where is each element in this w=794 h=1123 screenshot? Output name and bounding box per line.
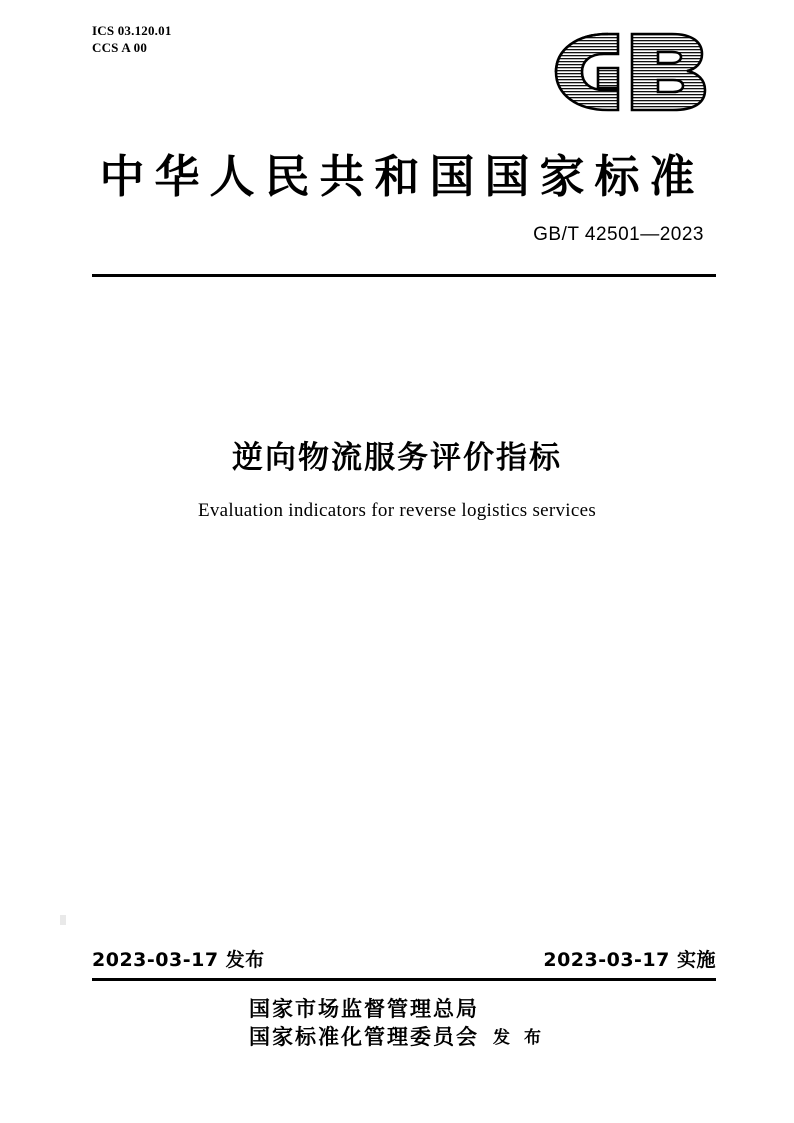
issue-date: 2023-03-17 发布 xyxy=(92,949,265,971)
ccs-code: CCS A 00 xyxy=(92,40,148,55)
publisher-names xyxy=(249,995,479,1051)
publisher-block xyxy=(0,995,794,1051)
publish-verb: 发 布 xyxy=(493,1028,545,1048)
publisher-line-1: 国家市场监督管理总局 xyxy=(249,996,480,1021)
standard-number: GB/T 42501—2023 xyxy=(533,224,704,245)
implementation-date: 2023-03-17 实施 xyxy=(543,949,716,971)
publisher-line-2: 国家标准化管理委员会 xyxy=(249,1024,480,1049)
document-title-cn: 逆向物流服务评价指标 xyxy=(232,440,562,476)
ics-block xyxy=(92,22,172,56)
gb-emblem-icon xyxy=(546,28,716,116)
footer-divider xyxy=(92,978,716,981)
document-title-en: Evaluation indicators for reverse logistics services xyxy=(197,500,597,521)
scan-artifact xyxy=(60,915,66,925)
page-title: 中华人民共和国国家标准 xyxy=(99,150,705,203)
header-divider xyxy=(92,274,716,277)
ics-code: ICS 03.120.01 xyxy=(92,23,172,38)
